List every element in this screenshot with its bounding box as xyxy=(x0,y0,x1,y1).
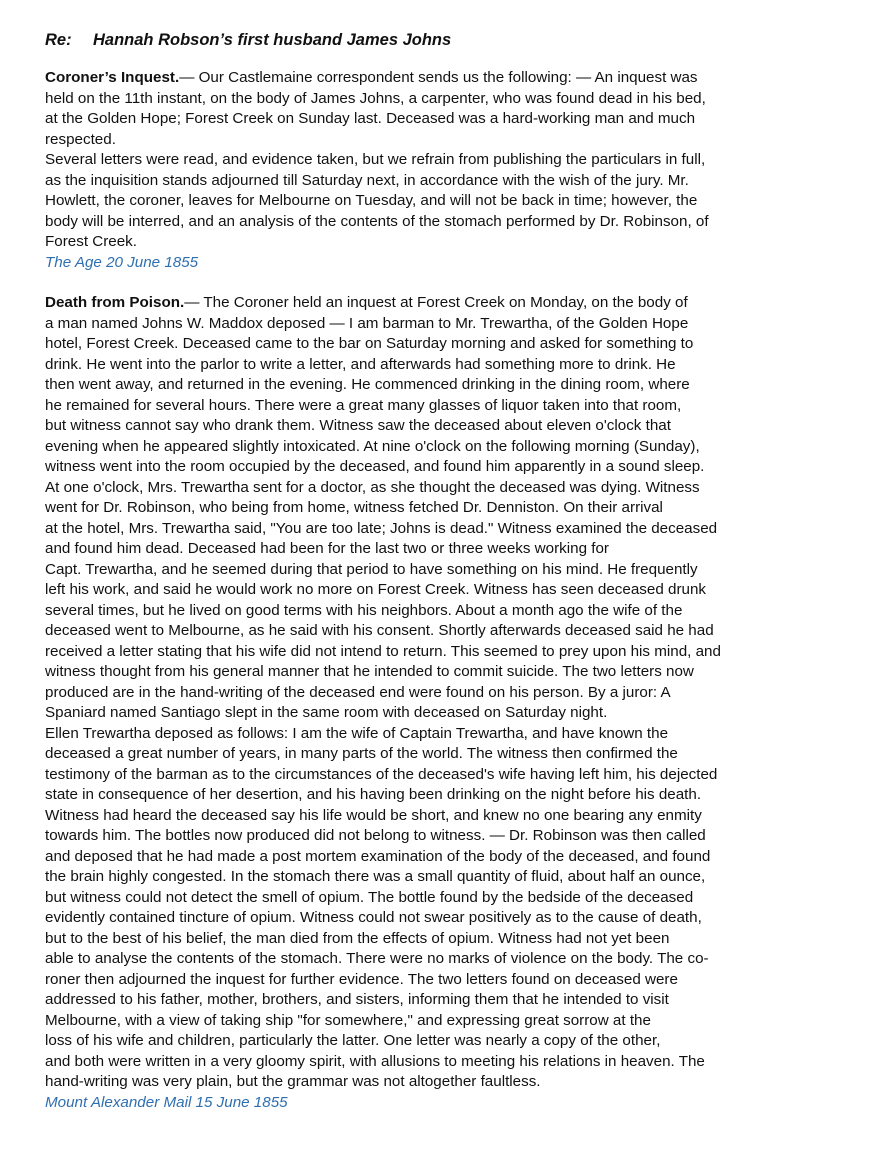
heading-title: Hannah Robson’s first husband James Johns xyxy=(93,31,452,49)
text-line: Howlett, the coroner, leaves for Melbourne on Tuesday, and will not be back in time; however, the xyxy=(45,192,698,209)
article-lead-rest: — The Coroner held an inquest at Forest Creek on Monday, on the body of xyxy=(184,294,688,311)
text-line: hotel, Forest Creek. Deceased came to the bar on Saturday morning and asked for something to xyxy=(45,335,694,352)
text-line: deceased a great number of years, in many parts of the world. The witness then confirmed the xyxy=(45,745,678,762)
text-line: witness went into the room occupied by the deceased, and found him apparently in a sound sleep. xyxy=(45,458,705,475)
text-line: and found him dead. Deceased had been for the last two or three weeks working for xyxy=(45,540,609,557)
text-line: able to analyse the contents of the stomach. There were no marks of violence on the body. The co- xyxy=(45,950,709,967)
text-line: addressed to his father, mother, brothers, and sisters, informing them that he intended to visit xyxy=(45,991,669,1008)
text-line: deceased went to Melbourne, as he said with his consent. Shortly afterwards deceased said he had xyxy=(45,622,714,639)
text-line: Forest Creek. xyxy=(45,233,137,250)
text-line: Capt. Trewartha, and he seemed during that period to have something on his mind. He frequently xyxy=(45,560,698,578)
text-line: the brain highly congested. In the stomach there was a small quantity of fluid, about half an ounce, xyxy=(45,868,706,885)
text-line: Several letters were read, and evidence taken, but we refrain from publishing the particulars in full, xyxy=(45,151,706,168)
text-line: and deposed that he had made a post mortem examination of the body of the deceased, and found xyxy=(45,847,711,865)
text-line xyxy=(45,293,850,314)
text-line: At one o'clock, Mrs. Trewartha sent for a doctor, as she thought the deceased was dying. Witness xyxy=(45,478,700,496)
text-line: witness thought from his general manner that he intended to commit suicide. The two letters now xyxy=(45,663,694,680)
text-line: went for Dr. Robinson, who being from home, witness fetched Dr. Denniston. On their arrival xyxy=(45,499,663,516)
text-line: roner then adjourned the inquest for further evidence. The two letters found on deceased were xyxy=(45,970,678,988)
text-line: Melbourne, with a view of taking ship "for somewhere," and expressing great sorrow at the xyxy=(45,1011,651,1029)
text-line: testimony of the barman as to the circumstances of the deceased's wife having left him, his dejected xyxy=(45,765,718,783)
text-line: towards him. The bottles now produced did not belong to witness. — Dr. Robinson was then called xyxy=(45,827,706,844)
text-line: Ellen Trewartha deposed as follows: I am the wife of Captain Trewartha, and have known the xyxy=(45,724,669,742)
text-line: produced are in the hand-writing of the deceased end were found on his person. By a juror: A xyxy=(45,683,671,701)
article-body xyxy=(45,293,850,1093)
text-line: Spaniard named Santiago slept in the same room with deceased on Saturday night. xyxy=(45,704,608,721)
text-line: hand-writing was very plain, but the grammar was not altogether faultless. xyxy=(45,1073,541,1090)
text-line: but witness cannot say who drank them. Witness saw the deceased about eleven o'clock that xyxy=(45,417,671,434)
article-lead-rest: — Our Castlemaine correspondent sends us the following: — An inquest was xyxy=(179,69,698,86)
text-line: received a letter stating that his wife did not intend to return. This seemed to prey upon his mind, and xyxy=(45,642,721,660)
text-line: drink. He went into the parlor to write a letter, and afterwards had something more to drink. He xyxy=(45,355,676,373)
article-source: Mount Alexander Mail 15 June 1855 xyxy=(45,1093,288,1111)
text-line: left his work, and said he would work no more on Forest Creek. Witness has seen deceased drunk xyxy=(45,581,706,598)
heading-re: Re: xyxy=(45,31,72,49)
document-heading xyxy=(45,30,850,50)
article-source: The Age 20 June 1855 xyxy=(45,253,199,271)
text-line: but witness could not detect the smell of opium. The bottle found by the bedside of the deceased xyxy=(45,888,694,906)
text-line: a man named Johns W. Maddox deposed — I am barman to Mr. Trewartha, of the Golden Hope xyxy=(45,314,689,332)
text-line: and both were written in a very gloomy spirit, with allusions to meeting his relations in heaven. The xyxy=(45,1052,705,1070)
article-death-from-poison xyxy=(45,293,850,1113)
text-line: body will be interred, and an analysis of the contents of the stomach performed by Dr. Robinson, of xyxy=(45,212,709,230)
text-line: but to the best of his belief, the man died from the effects of opium. Witness had not yet been xyxy=(45,929,670,947)
text-line: state in consequence of her desertion, and his having been drinking on the night before his death. xyxy=(45,786,702,803)
text-line: then went away, and returned in the evening. He commenced drinking in the dining room, where xyxy=(45,376,690,393)
text-line: at the hotel, Mrs. Trewartha said, "You are too late; Johns is dead." Witness examined the deceased xyxy=(45,519,718,537)
text-line: as the inquisition stands adjourned till Saturday next, in accordance with the wish of the jury. Mr. xyxy=(45,171,689,189)
text-line: held on the 11th instant, on the body of James Johns, a carpenter, who was found dead in his bed, xyxy=(45,89,706,107)
text-line: he remained for several hours. There were a great many glasses of liquor taken into that room, xyxy=(45,396,682,414)
article-body xyxy=(45,68,850,253)
text-line: evening when he appeared slightly intoxicated. At nine o'clock on the following morning (Sunday), xyxy=(45,437,700,455)
article-lead: Death from Poison. xyxy=(45,294,185,311)
text-line xyxy=(45,68,850,89)
article-gap xyxy=(45,273,850,293)
article-lead: Coroner’s Inquest. xyxy=(45,69,180,86)
text-line: Witness had heard the deceased say his life would be short, and knew no one bearing any enmity xyxy=(45,806,702,824)
text-line: several times, but he lived on good terms with his neighbors. About a month ago the wife of the xyxy=(45,601,683,619)
text-line: loss of his wife and children, particularly the latter. One letter was nearly a copy of the other, xyxy=(45,1032,661,1049)
text-line: at the Golden Hope; Forest Creek on Sunday last. Deceased was a hard-working man and much xyxy=(45,110,696,127)
article-coroners-inquest xyxy=(45,68,850,273)
document-page xyxy=(45,30,850,1113)
text-line: respected. xyxy=(45,130,116,148)
text-line: evidently contained tincture of opium. Witness could not swear positively as to the cause of death, xyxy=(45,909,702,926)
